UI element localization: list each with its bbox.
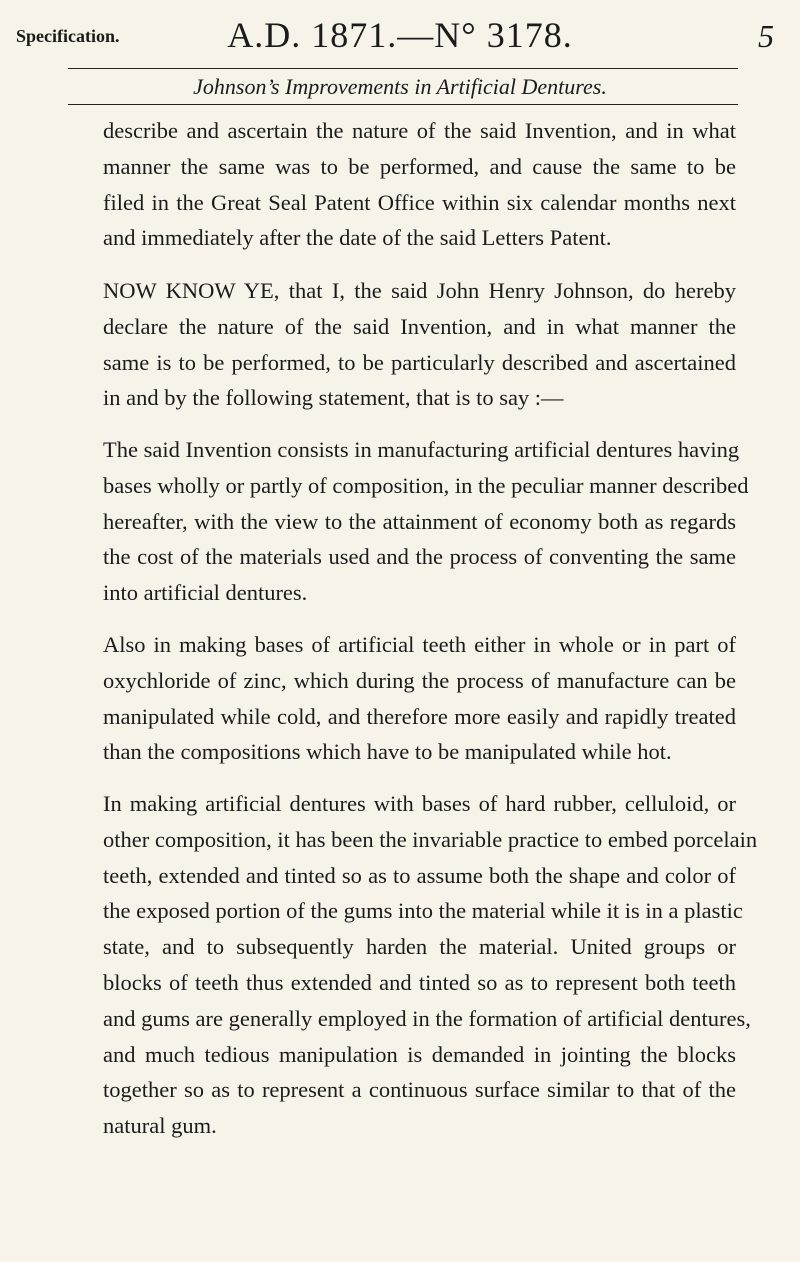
text-line: filed in the Great Seal Patent Office within six calendar months next	[103, 189, 736, 215]
text-line: bases wholly or partly of composition, in the peculiar manner described	[103, 472, 749, 498]
text-line: state, and to subsequently harden the material. United groups or	[103, 934, 736, 960]
paragraph	[103, 627, 736, 770]
text-line: Also in making bases of artificial teeth either in whole or in part of	[103, 632, 736, 657]
text-line: The said Invention consists in manufacturing artificial dentures having	[103, 437, 740, 462]
text-line: declare the nature of the said Invention, and in what manner the	[103, 313, 736, 339]
paragraph	[103, 786, 758, 1144]
paragraph	[103, 113, 736, 256]
text-line: natural gum.	[103, 1113, 217, 1139]
running-title: Johnson’s Improvements in Artificial Dentures.	[193, 74, 607, 99]
paragraph	[103, 273, 736, 416]
text-line: In making artificial dentures with bases of hard rubber, celluloid, or	[103, 791, 736, 816]
text-line: in and by the following statement, that is to say :—	[103, 385, 564, 411]
text-line: than the compositions which have to be manipulated while hot.	[103, 739, 672, 765]
text-line: hereafter, with the view to the attainment of economy both as regards	[103, 508, 736, 534]
text-line: and much tedious manipulation is demanded in jointing the blocks	[103, 1041, 736, 1067]
text-line: other composition, it has been the invariable practice to embed porcelain	[103, 826, 758, 852]
document-title: A.D. 1871.—N° 3178.	[227, 15, 573, 55]
paragraph	[103, 432, 749, 611]
text-line: same is to be performed, to be particularly described and ascertained	[103, 349, 736, 375]
text-line: NOW KNOW YE, that I, the said John Henry Johnson, do hereby	[103, 278, 736, 303]
text-line: oxychloride of zinc, which during the process of manufacture can be	[103, 667, 736, 693]
text-line: together so as to represent a continuous surface similar to that of the	[103, 1077, 736, 1103]
text-line: and immediately after the date of the said Letters Patent.	[103, 225, 612, 251]
page-number: 5	[758, 18, 774, 54]
text-line: the cost of the materials used and the process of conventing the same	[103, 544, 736, 570]
header-rule-top	[68, 68, 738, 69]
text-line: into artificial dentures.	[103, 580, 308, 606]
text-line: teeth, extended and tinted so as to assume both the shape and color of	[103, 862, 736, 888]
text-line: and gums are generally employed in the formation of artificial dentures,	[103, 1005, 751, 1031]
header-rule-bottom	[68, 104, 738, 105]
text-line: manipulated while cold, and therefore more easily and rapidly treated	[103, 703, 736, 729]
text-line: the exposed portion of the gums into the material while it is in a plastic	[103, 898, 743, 924]
text-line: blocks of teeth thus extended and tinted so as to represent both teeth	[103, 969, 736, 995]
specification-label: Specification.	[16, 26, 120, 46]
text-line: describe and ascertain the nature of the said Invention, and in what	[103, 118, 736, 143]
text-line: manner the same was to be performed, and cause the same to be	[103, 153, 736, 179]
